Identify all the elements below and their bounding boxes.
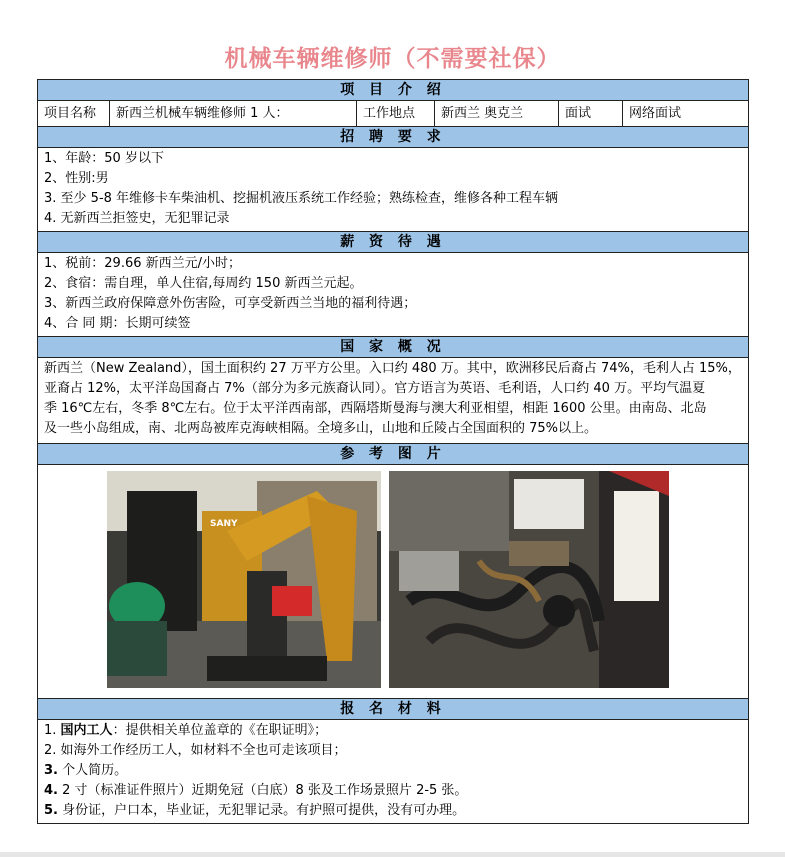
material-item: 4. 2 寸（标准证件照片）近期免冠（白底）8 张及工作场景照片 2-5 张。 xyxy=(44,783,468,798)
requirements-list xyxy=(38,148,748,232)
info-sheet xyxy=(37,79,749,824)
salary-list xyxy=(38,253,748,337)
project-name-label: 项目名称 xyxy=(38,101,110,126)
material-item: 5. 身份证，户口本，毕业证，无犯罪记录。有护照可提供，没有可办理。 xyxy=(44,803,466,818)
material-item: 1. 国内工人：提供相关单位盖章的《在职证明》； xyxy=(44,723,328,738)
requirement-item: 4. 无新西兰拒签史，无犯罪记录 xyxy=(44,211,230,226)
country-line: 新西兰（New Zealand），国土面积约 27 万平方公里。入口约 480 万。其中，欧洲移民后裔占 74%，毛利人占 15%， xyxy=(44,361,741,376)
requirement-item: 2、性别:男 xyxy=(44,171,109,186)
section-country-header: 国 家 概 况 xyxy=(38,337,748,358)
salary-item: 4、合 同 期：长期可续签 xyxy=(44,316,191,331)
country-line: 季 16℃左右，冬季 8℃左右。位于太平洋西南部，西隔塔斯曼海与澳大利亚相望，相距 1600 公里。由南岛、北岛 xyxy=(44,401,707,416)
salary-item: 1、税前：29.66 新西兰元/小时； xyxy=(44,256,241,271)
section-photos-header: 参 考 图 片 xyxy=(38,444,748,465)
country-line: 及一些小岛组成，南、北两岛被库克海峡相隔。全境多山，山地和丘陵占全国面积的 75%以上。 xyxy=(44,421,598,436)
work-location-value: 新西兰 奥克兰 xyxy=(435,101,559,126)
section-materials-header: 报 名 材 料 xyxy=(38,699,748,720)
requirement-item: 1、年龄：50 岁以下 xyxy=(44,151,164,166)
project-name-value: 新西兰机械车辆维修师 1 人： xyxy=(110,101,357,126)
country-overview xyxy=(38,358,748,444)
requirement-item: 3. 至少 5-8 年维修卡车柴油机、挖掘机液压系统工作经验；熟练检查，维修各种工程车辆 xyxy=(44,191,559,206)
material-item: 2. 如海外工作经历工人，如材料不全也可走该项目； xyxy=(44,743,347,758)
page-bottom-edge xyxy=(0,852,785,857)
work-location-label: 工作地点 xyxy=(357,101,435,126)
project-info-row xyxy=(38,101,748,127)
section-requirements-header: 招 聘 要 求 xyxy=(38,127,748,148)
salary-item: 2、食宿：需自理，单人住宿,每周约 150 新西兰元起。 xyxy=(44,276,363,291)
reference-photos xyxy=(38,465,748,699)
page-title: 机械车辆维修师（不需要社保） xyxy=(224,45,561,72)
salary-item: 3、新西兰政府保障意外伤害险，可享受新西兰当地的福利待遇； xyxy=(44,296,417,311)
section-salary-header: 薪 资 待 遇 xyxy=(38,232,748,253)
sany-logo: SANY xyxy=(210,519,238,529)
section-project-header: 项 目 介 绍 xyxy=(38,80,748,101)
engine-bay-photo xyxy=(389,471,669,688)
interview-label: 面试 xyxy=(559,101,623,126)
excavator-photo xyxy=(107,471,381,688)
interview-value: 网络面试 xyxy=(629,106,682,121)
country-line: 亚裔占 12%，太平洋岛国裔占 7%（部分为多元族裔认同）。官方语言为英语、毛利语，人口约 40 万。平均气温夏 xyxy=(44,381,706,396)
material-item: 3. 个人简历。 xyxy=(44,763,128,778)
materials-list xyxy=(38,720,748,823)
